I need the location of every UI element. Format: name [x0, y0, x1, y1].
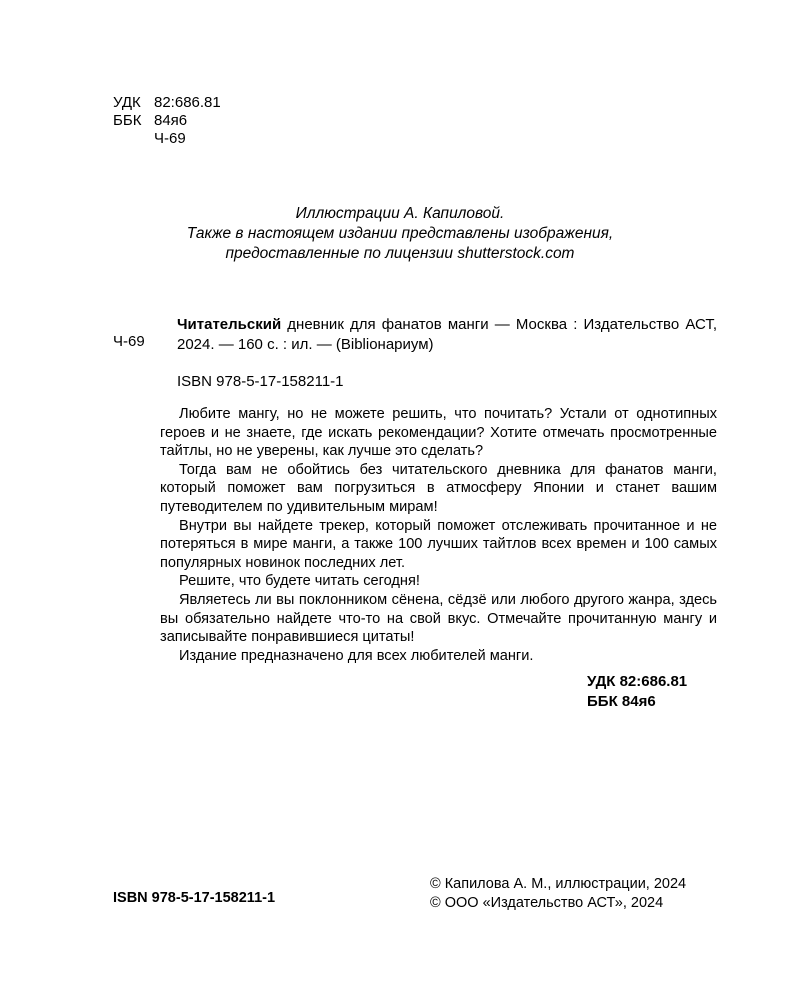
bbk-value: 84я6: [154, 112, 188, 129]
annotation-paragraph: Внутри вы найдете трекер, который поможет отслеживать прочитанное и не потеряться в мире манги, а также 100 лучших тайтлов всех времен и 100 самых популярных новинок последних лет.: [160, 517, 717, 571]
illustration-credits: [150, 204, 650, 264]
classification-block: [113, 94, 221, 148]
annotation-paragraph: Решите, что будете читать сегодня!: [179, 573, 420, 590]
catalog-isbn: ISBN 978-5-17-158211-1: [177, 373, 344, 390]
udc-bold-line-1: УДК 82:686.81: [587, 673, 688, 690]
credits-line-1: Иллюстрации А. Капиловой.: [295, 205, 505, 222]
copyright-line-2: © ООО «Издательство АСТ», 2024: [430, 895, 664, 911]
bbk-row: [113, 112, 221, 130]
catalog-title-bold: Читательский: [177, 316, 282, 333]
bbk-label: ББК: [113, 112, 142, 129]
udk-label: УДК: [113, 94, 141, 111]
udk-value: 82:686.81: [154, 94, 221, 111]
isbn-bottom: ISBN 978-5-17-158211-1: [113, 890, 276, 906]
catalog-entry: [177, 315, 717, 355]
annotation: [160, 405, 717, 665]
catalog-cutter: Ч-69: [113, 333, 145, 350]
catalog-title-rest: дневник для фанатов манги — Москва : Издательство АСТ, 2024. — 160 с. : ил. — (Bibliонариум): [177, 316, 717, 353]
copyright-line-1: © Капилова А. М., иллюстрации, 2024: [430, 876, 687, 892]
annotation-paragraph: Тогда вам не обойтись без читательского дневника для фанатов манги, который поможет вам погрузиться в атмосферу Японии и станет вашим путеводителем по удивительным мирам!: [160, 461, 717, 515]
annotation-paragraph: Любите мангу, но не можете решить, что почитать? Устали от однотипных героев и не знаете, где искать рекомендации? Хотите отмечать просмотренные тайтлы, но не уверены, как лучше это сделать?: [160, 406, 717, 460]
copyright-block: [430, 875, 686, 913]
annotation-paragraph: Издание предназначено для всех любителей манги.: [179, 647, 534, 664]
credits-line-3: предоставленные по лицензии shutterstock.com: [225, 245, 575, 262]
udc-bold-block: [587, 672, 687, 712]
credits-line-2: Также в настоящем издании представлены изображения,: [186, 225, 614, 242]
udc-bold-line-2: ББК 84я6: [587, 693, 656, 710]
cutter-row: [113, 130, 221, 148]
annotation-paragraph: Являетесь ли вы поклонником сёнена, сёдзё или любого другого жанра, здесь вы обязательно найдете что-то на свой вкус. Отмечайте прочитанную мангу и записывайте понравившиеся цитаты!: [160, 591, 717, 646]
cutter-value: Ч-69: [154, 130, 186, 147]
udk-row: [113, 94, 221, 112]
